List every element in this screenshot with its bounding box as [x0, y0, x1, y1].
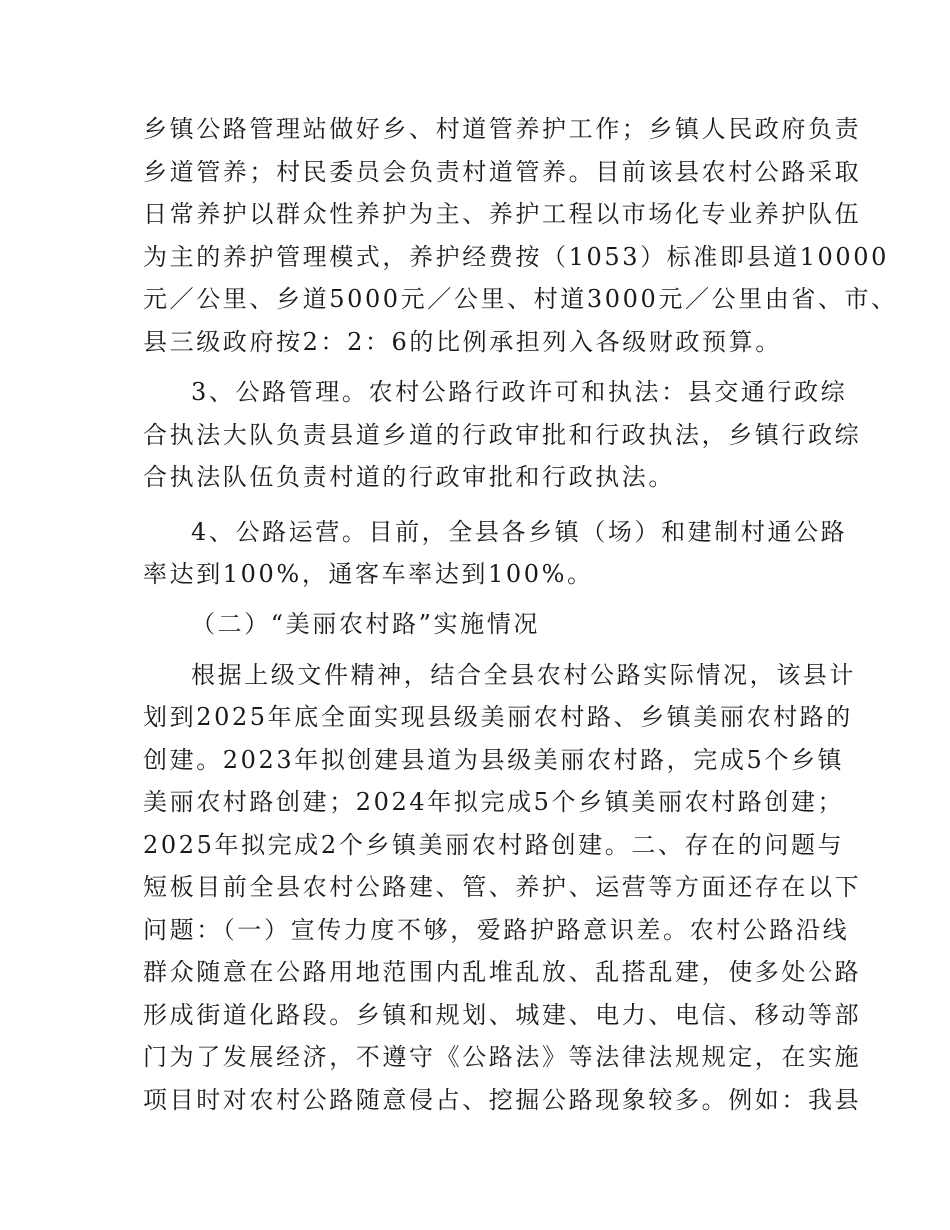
text-line: 率达到100%，通客车率达到100%。: [143, 560, 594, 588]
text-line: 美丽农村路创建；2024年拟完成5个乡镇美丽农村路创建；: [143, 788, 845, 816]
text-line: 问题：（一）宣传力度不够，爱路护路意识差。农村公路沿线: [143, 916, 850, 944]
text-line: 群众随意在公路用地范围内乱堆乱放、乱搭乱建，使多处公路: [143, 958, 862, 986]
section-heading: （二）“美丽农村路”实施情况: [191, 610, 540, 638]
text-line: 项目时对农村公路随意侵占、挖掘公路现象较多。例如：我县: [143, 1086, 862, 1114]
text-line: 门为了发展经济，不遵守《公路法》等法律法规规定，在实施: [143, 1043, 862, 1071]
text-line: 合执法大队负责县道乡道的行政审批和行政执法，乡镇行政综: [143, 421, 862, 449]
paragraph-road-management: 3、公路管理。农村公路行政许可和执法：县交通行政综: [191, 378, 848, 406]
text-line: 乡道管养；村民委员会负责村道管养。目前该县农村公路采取: [143, 158, 862, 186]
text-line: 2025年拟完成2个乡镇美丽农村路创建。二、存在的问题与: [143, 831, 845, 859]
text-line: 形成街道化路段。乡镇和规划、城建、电力、电信、移动等部: [143, 1001, 862, 1029]
text-line: 为主的养护管理模式，养护经费按（1053）标准即县道10000: [143, 243, 890, 271]
text-line: 划到2025年底全面实现县级美丽农村路、乡镇美丽农村路的: [143, 703, 853, 731]
text-line: 元／公里、乡道5000元／公里、村道3000元／公里由省、市、: [143, 285, 898, 313]
paragraph-beautiful-roads: 根据上级文件精神，结合全县农村公路实际情况，该县计: [191, 661, 856, 689]
paragraph-road-operation: 4、公路运营。目前，全县各乡镇（场）和建制村通公路: [191, 518, 848, 546]
text-line: 县三级政府按2：2：6的比例承担列入各级财政预算。: [143, 328, 782, 356]
text-line: 乡镇公路管理站做好乡、村道管养护工作；乡镇人民政府负责: [143, 115, 862, 143]
text-line: 创建。2023年拟创建县道为县级美丽农村路，完成5个乡镇: [143, 746, 845, 774]
text-line: 合执法队伍负责村道的行政审批和行政执法。: [143, 463, 675, 491]
text-line: 日常养护以群众性养护为主、养护工程以市场化专业养护队伍: [143, 200, 862, 228]
text-line: 短板目前全县农村公路建、管、养护、运营等方面还存在以下: [143, 873, 862, 901]
